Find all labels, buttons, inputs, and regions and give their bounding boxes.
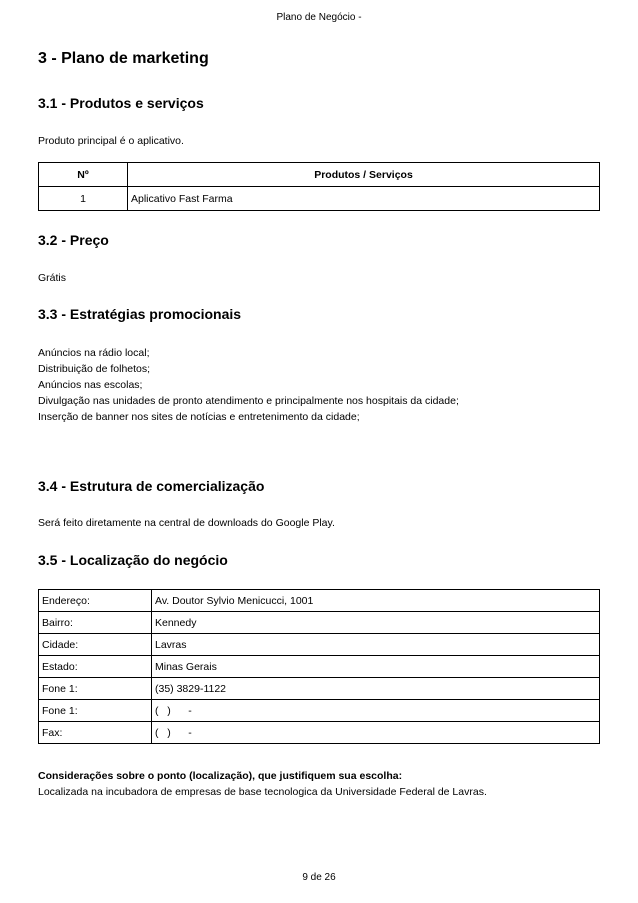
table-cell-produto: Aplicativo Fast Farma (128, 187, 600, 211)
preco-text: Grátis (38, 272, 67, 284)
produtos-text: Produto principal é o aplicativo. (38, 135, 184, 147)
field-label: Cidade: (39, 634, 152, 656)
field-label: Fone 1: (39, 678, 152, 700)
field-value: (35) 3829-1122 (152, 678, 600, 700)
table-row (39, 612, 600, 634)
estrategias-title: 3.3 - Estratégias promocionais (38, 306, 242, 322)
preco-title: 3.2 - Preço (38, 232, 109, 248)
table-row (39, 722, 600, 744)
estrutura-title: 3.4 - Estrutura de comercialização (38, 478, 265, 494)
table-row (39, 590, 600, 612)
produtos-title: 3.1 - Produtos e serviços (38, 95, 204, 111)
field-value: Kennedy (152, 612, 600, 634)
table-row (39, 700, 600, 722)
field-label: Bairro: (39, 612, 152, 634)
page-footer: 9 de 26 (302, 872, 336, 883)
list-item: Inserção de banner nos sites de notícias e entretenimento da cidade; (38, 411, 360, 423)
list-item: Anúncios na rádio local; (38, 347, 150, 359)
consideracoes-text: Localizada na incubadora de empresas de base tecnologica da Universidade Federal de Lavras. (38, 786, 487, 798)
table-cell-num: 1 (39, 187, 128, 211)
field-value: Av. Doutor Sylvio Menicucci, 1001 (152, 590, 600, 612)
field-value: ( ) - (152, 700, 600, 722)
field-label: Fone 1: (39, 700, 152, 722)
localizacao-table (38, 589, 600, 744)
field-label: Estado: (39, 656, 152, 678)
page-header: Plano de Negócio - (276, 12, 362, 23)
field-label: Fax: (39, 722, 152, 744)
estrutura-text: Será feito diretamente na central de downloads do Google Play. (38, 517, 335, 529)
field-value: Lavras (152, 634, 600, 656)
field-value: ( ) - (152, 722, 600, 744)
table-row (39, 634, 600, 656)
table-row (39, 187, 600, 211)
table-header-num: Nº (39, 163, 128, 187)
localizacao-title: 3.5 - Localização do negócio (38, 552, 228, 568)
table-header-produtos: Produtos / Serviços (128, 163, 600, 187)
field-value: Minas Gerais (152, 656, 600, 678)
table-row (39, 656, 600, 678)
produtos-table (38, 162, 600, 211)
field-label: Endereço: (39, 590, 152, 612)
table-row (39, 678, 600, 700)
list-item: Anúncios nas escolas; (38, 379, 143, 391)
consideracoes-title: Considerações sobre o ponto (localização), que justifiquem sua escolha: (38, 770, 403, 782)
estrategias-list (38, 345, 459, 425)
list-item: Distribuição de folhetos; (38, 363, 151, 375)
section-title: 3 - Plano de marketing (38, 50, 209, 67)
list-item: Divulgação nas unidades de pronto atendimento e principalmente nos hospitais da cidade; (38, 395, 459, 407)
